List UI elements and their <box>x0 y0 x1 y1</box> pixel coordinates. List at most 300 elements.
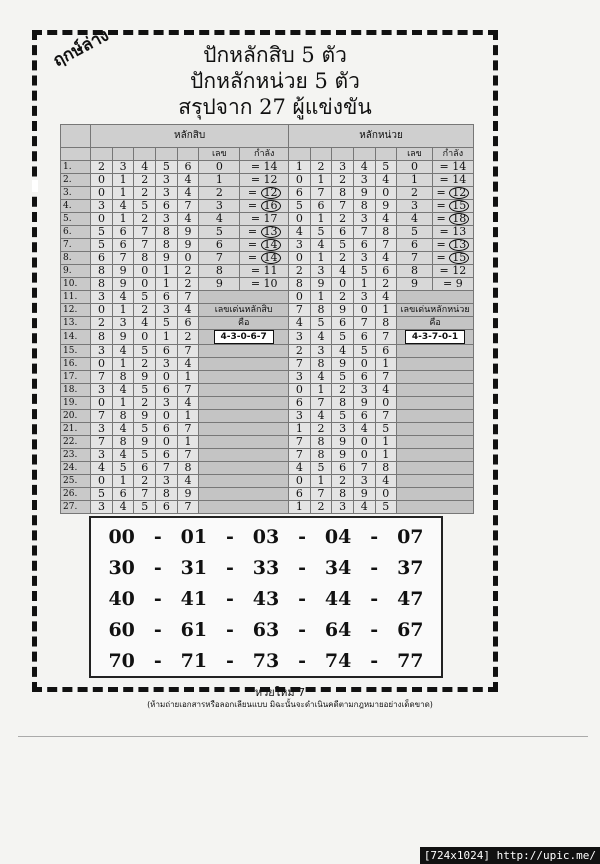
row-index: 8. <box>61 252 91 265</box>
units-digit: 8 <box>310 449 332 462</box>
tens-power-number: 5 <box>199 226 240 239</box>
tens-blank-cell <box>199 345 289 358</box>
tens-digit: 1 <box>177 410 199 423</box>
units-digit: 7 <box>353 226 375 239</box>
tens-digit: 7 <box>91 436 113 449</box>
table-row <box>61 475 474 488</box>
tens-digit: 1 <box>112 187 134 200</box>
units-digit: 8 <box>310 436 332 449</box>
units-digit: 6 <box>332 226 354 239</box>
units-digit: 8 <box>332 488 354 501</box>
units-digit: 1 <box>310 475 332 488</box>
results-row <box>91 552 441 583</box>
units-digit: 2 <box>289 265 311 278</box>
units-digit: 3 <box>332 501 354 514</box>
tens-digit: 3 <box>91 345 113 358</box>
units-digit: 6 <box>375 265 397 278</box>
units-digit: 1 <box>375 358 397 371</box>
tens-power-circled: 14 <box>261 252 281 264</box>
units-power-text: = 14 <box>439 173 467 186</box>
tens-blank-cell <box>199 291 289 304</box>
tens-digit: 5 <box>112 462 134 475</box>
units-digit: 7 <box>289 358 311 371</box>
tens-digit: 6 <box>177 317 199 330</box>
units-digit: 0 <box>375 187 397 200</box>
lead-tens-label: เลขเด่นหลักสิบ <box>199 304 289 317</box>
tens-digit: 1 <box>156 330 178 345</box>
row-index: 21. <box>61 423 91 436</box>
tens-digit: 4 <box>112 449 134 462</box>
tens-digit: 0 <box>177 252 199 265</box>
table-row <box>61 423 474 436</box>
units-digit: 5 <box>375 501 397 514</box>
tens-digit: 3 <box>156 358 178 371</box>
units-digit: 7 <box>310 187 332 200</box>
tens-digit: 4 <box>112 200 134 213</box>
units-digit: 6 <box>353 330 375 345</box>
result-number: 64 <box>324 618 352 641</box>
table-row <box>61 161 474 174</box>
units-digit: 8 <box>310 358 332 371</box>
units-digit: 0 <box>289 252 311 265</box>
units-digit: 6 <box>353 410 375 423</box>
tens-digit: 2 <box>177 330 199 345</box>
units-digit: 6 <box>332 462 354 475</box>
tens-blank-cell <box>199 462 289 475</box>
table-row <box>61 488 474 501</box>
units-digit: 4 <box>375 252 397 265</box>
row-index: 11. <box>61 291 91 304</box>
units-power-number: 9 <box>397 278 433 291</box>
tens-blank-cell <box>199 410 289 423</box>
tens-blank-cell <box>199 358 289 371</box>
units-digit: 8 <box>310 304 332 317</box>
tens-digit: 1 <box>112 475 134 488</box>
units-digit: 9 <box>353 488 375 501</box>
result-number: 01 <box>180 525 208 548</box>
page-footer: หวยใหม่ 7 <box>254 686 306 699</box>
tens-power-circled: 16 <box>261 200 281 212</box>
units-digit: 0 <box>289 475 311 488</box>
tens-digit: 0 <box>156 371 178 384</box>
units-digit: 4 <box>375 174 397 187</box>
units-digit: 2 <box>332 475 354 488</box>
tens-power-number: 6 <box>199 239 240 252</box>
row-index: 3. <box>61 187 91 200</box>
tens-power-number: 3 <box>199 200 240 213</box>
tens-blank-cell <box>199 449 289 462</box>
row-index: 7. <box>61 239 91 252</box>
units-power-text: = 14 <box>439 160 467 173</box>
tens-digit: 8 <box>134 252 156 265</box>
table-row <box>61 449 474 462</box>
tens-digit: 2 <box>91 161 113 174</box>
tens-power-value <box>240 174 289 187</box>
table-row <box>61 239 474 252</box>
row-index: 16. <box>61 358 91 371</box>
tens-power-number: 2 <box>199 187 240 200</box>
units-blank-cell <box>397 423 474 436</box>
result-number: 00 <box>108 525 135 548</box>
tens-digit: 0 <box>156 410 178 423</box>
tens-power-value <box>240 265 289 278</box>
lead-units-kue: คือ <box>397 317 474 330</box>
units-digit: 7 <box>353 462 375 475</box>
units-digit: 5 <box>310 462 332 475</box>
tens-digit-header-blank <box>112 148 134 161</box>
tens-power-text: = 17 <box>250 212 278 225</box>
units-digit: 3 <box>353 475 375 488</box>
results-row <box>91 614 441 645</box>
tens-header: หลักสิบ <box>91 125 289 148</box>
table-row <box>61 174 474 187</box>
units-blank-cell <box>397 384 474 397</box>
units-digit: 2 <box>310 423 332 436</box>
title-line-3: สรุปจาก 27 ผู้แข่งขัน <box>178 95 372 119</box>
tens-digit: 2 <box>91 317 113 330</box>
units-digit: 0 <box>289 291 311 304</box>
units-blank-cell <box>397 345 474 358</box>
tens-power-header: กำลัง <box>240 148 289 161</box>
units-power-number: 4 <box>397 213 433 226</box>
units-digit-header-blank <box>375 148 397 161</box>
units-digit: 2 <box>332 213 354 226</box>
tens-digit: 9 <box>134 371 156 384</box>
units-digit: 7 <box>375 330 397 345</box>
tens-digit: 6 <box>156 345 178 358</box>
units-digit-header-blank <box>289 148 311 161</box>
row-index: 26. <box>61 488 91 501</box>
units-digit: 8 <box>332 397 354 410</box>
tens-digit: 7 <box>177 501 199 514</box>
units-power-circled: 15 <box>449 252 469 264</box>
units-power-text: = 12 <box>439 264 467 277</box>
tens-blank-cell <box>199 371 289 384</box>
units-digit: 8 <box>375 317 397 330</box>
result-separator: - <box>225 649 234 672</box>
units-digit: 6 <box>353 239 375 252</box>
tens-digit: 5 <box>91 239 113 252</box>
units-digit: 6 <box>289 488 311 501</box>
units-digit-header-blank <box>353 148 375 161</box>
units-digit: 4 <box>353 423 375 436</box>
tens-digit: 6 <box>134 462 156 475</box>
tens-digit: 3 <box>91 423 113 436</box>
units-digit: 0 <box>289 384 311 397</box>
result-separator: - <box>370 587 379 610</box>
tens-digit: 9 <box>177 226 199 239</box>
units-power-value: = 13 <box>432 239 473 252</box>
units-power-number: 1 <box>397 174 433 187</box>
tens-digit: 3 <box>91 384 113 397</box>
tens-digit: 9 <box>177 488 199 501</box>
tens-power-value: = 12 <box>240 187 289 200</box>
units-digit: 7 <box>375 239 397 252</box>
units-digit: 7 <box>353 317 375 330</box>
row-index: 1. <box>61 161 91 174</box>
units-digit: 5 <box>375 423 397 436</box>
units-power-number: 8 <box>397 265 433 278</box>
result-separator: - <box>298 556 307 579</box>
tens-digit: 8 <box>91 278 113 291</box>
tens-digit: 8 <box>91 330 113 345</box>
tens-digit: 9 <box>112 330 134 345</box>
units-digit: 3 <box>332 161 354 174</box>
tens-digit: 5 <box>134 200 156 213</box>
table-row <box>61 410 474 423</box>
units-digit: 9 <box>310 278 332 291</box>
tens-digit: 1 <box>112 397 134 410</box>
units-digit: 8 <box>375 226 397 239</box>
units-digit: 3 <box>289 410 311 423</box>
result-separator: - <box>370 556 379 579</box>
units-digit: 7 <box>289 304 311 317</box>
tens-digit: 7 <box>91 410 113 423</box>
result-separator: - <box>225 587 234 610</box>
tens-power-value <box>240 213 289 226</box>
tens-digit: 0 <box>91 174 113 187</box>
tens-digit: 9 <box>156 252 178 265</box>
units-digit: 4 <box>332 345 354 358</box>
tens-power-value <box>240 161 289 174</box>
units-digit: 7 <box>310 488 332 501</box>
tens-digit: 3 <box>156 187 178 200</box>
tens-power-text: = 14 <box>250 160 278 173</box>
result-separator: - <box>298 618 307 641</box>
tens-digit: 9 <box>134 410 156 423</box>
tens-digit: 6 <box>177 161 199 174</box>
result-separator: - <box>153 649 162 672</box>
units-digit-header-blank <box>332 148 354 161</box>
units-digit: 3 <box>310 345 332 358</box>
tens-digit: 7 <box>134 239 156 252</box>
units-digit: 6 <box>289 187 311 200</box>
result-number: 31 <box>180 556 208 579</box>
units-digit: 0 <box>353 436 375 449</box>
tens-digit: 1 <box>177 371 199 384</box>
units-digit: 1 <box>375 304 397 317</box>
tens-digit: 7 <box>177 449 199 462</box>
units-digit: 4 <box>310 239 332 252</box>
tens-digit: 2 <box>134 358 156 371</box>
tens-digit: 5 <box>156 317 178 330</box>
units-header: หลักหน่วย <box>289 125 474 148</box>
units-power-number: 0 <box>397 161 433 174</box>
tens-digit: 4 <box>177 187 199 200</box>
tens-digit: 5 <box>134 345 156 358</box>
tens-digit: 2 <box>177 278 199 291</box>
result-separator: - <box>225 525 234 548</box>
result-separator: - <box>370 618 379 641</box>
units-digit: 5 <box>310 226 332 239</box>
units-digit: 0 <box>353 304 375 317</box>
row-index: 17. <box>61 371 91 384</box>
row-index: 5. <box>61 213 91 226</box>
units-digit: 9 <box>332 449 354 462</box>
tens-digit: 5 <box>91 488 113 501</box>
tens-digit: 4 <box>112 501 134 514</box>
tens-digit: 7 <box>91 371 113 384</box>
units-blank-cell <box>397 501 474 514</box>
tens-digit: 0 <box>91 304 113 317</box>
result-number: 40 <box>108 587 135 610</box>
results-box <box>89 516 443 678</box>
row-index: 12. <box>61 304 91 317</box>
units-digit: 1 <box>310 384 332 397</box>
units-digit: 0 <box>353 358 375 371</box>
units-digit: 4 <box>353 501 375 514</box>
units-digit: 4 <box>375 475 397 488</box>
units-power-value: = 18 <box>432 213 473 226</box>
units-digit: 5 <box>375 161 397 174</box>
tens-digit: 0 <box>156 436 178 449</box>
table-row <box>61 384 474 397</box>
tens-power-number: 4 <box>199 213 240 226</box>
tens-digit: 4 <box>177 475 199 488</box>
tens-digit: 7 <box>177 423 199 436</box>
result-number: 67 <box>397 618 424 641</box>
table-row <box>61 291 474 304</box>
units-digit: 4 <box>375 384 397 397</box>
units-digit: 2 <box>332 384 354 397</box>
tens-digit: 0 <box>91 358 113 371</box>
table-row <box>61 371 474 384</box>
units-digit: 9 <box>332 304 354 317</box>
table-row <box>61 187 474 200</box>
units-digit: 6 <box>289 397 311 410</box>
units-power-number: 5 <box>397 226 433 239</box>
lead-units-label: เลขเด่นหลักหน่วย <box>397 304 474 317</box>
result-number: 74 <box>324 649 352 672</box>
lead-units-value: 4-3-7-0-1 <box>405 330 465 344</box>
tens-digit: 6 <box>156 384 178 397</box>
tens-digit: 4 <box>177 174 199 187</box>
tens-power-number: 7 <box>199 252 240 265</box>
result-separator: - <box>153 556 162 579</box>
lottery-table <box>60 124 474 514</box>
tens-digit: 7 <box>134 488 156 501</box>
tens-num-header: เลข <box>199 148 240 161</box>
tens-digit: 6 <box>91 252 113 265</box>
row-index: 13. <box>61 317 91 330</box>
tens-power-circled: 12 <box>261 187 281 199</box>
units-digit: 8 <box>289 278 311 291</box>
units-blank-cell <box>397 462 474 475</box>
units-digit: 4 <box>375 291 397 304</box>
tens-digit: 4 <box>112 423 134 436</box>
tens-digit: 9 <box>112 265 134 278</box>
tens-digit: 3 <box>91 291 113 304</box>
tens-digit: 6 <box>156 449 178 462</box>
units-digit: 7 <box>375 410 397 423</box>
units-digit: 1 <box>310 174 332 187</box>
tens-digit: 0 <box>91 475 113 488</box>
units-power-circled: 12 <box>449 187 469 199</box>
tens-digit: 2 <box>134 304 156 317</box>
units-digit: 1 <box>289 423 311 436</box>
units-digit: 3 <box>353 252 375 265</box>
title-line-2: ปักหลักหน่วย 5 ตัว <box>190 69 360 93</box>
units-blank-cell <box>397 449 474 462</box>
units-digit: 3 <box>289 330 311 345</box>
tens-digit: 6 <box>156 423 178 436</box>
table-row <box>61 501 474 514</box>
units-power-text: = 9 <box>443 277 463 290</box>
units-digit: 6 <box>310 200 332 213</box>
units-digit: 5 <box>332 410 354 423</box>
tens-digit: 5 <box>134 449 156 462</box>
units-digit: 8 <box>375 462 397 475</box>
units-digit: 8 <box>353 200 375 213</box>
tens-power-value: = 14 <box>240 239 289 252</box>
units-digit: 4 <box>332 265 354 278</box>
stamp-label: ฤกษ์ล่าง <box>49 25 113 72</box>
table-row <box>61 278 474 291</box>
units-digit: 2 <box>332 174 354 187</box>
row-index: 6. <box>61 226 91 239</box>
result-number: 37 <box>397 556 424 579</box>
tens-digit: 3 <box>112 317 134 330</box>
copyright-note: (ห้ามถ่ายเอกสารหรือลอกเลียนแบบ มิฉะนั้นจะดำเนินคดีตามกฎหมายอย่างเด็ดขาด) <box>147 700 433 709</box>
tens-power-value: = 14 <box>240 252 289 265</box>
units-digit: 3 <box>353 213 375 226</box>
row-index: 9. <box>61 265 91 278</box>
result-number: 61 <box>180 618 208 641</box>
tens-digit: 5 <box>134 291 156 304</box>
table-row <box>61 252 474 265</box>
tens-digit: 1 <box>156 265 178 278</box>
tens-digit: 2 <box>134 213 156 226</box>
tens-digit: 9 <box>177 239 199 252</box>
units-digit: 1 <box>375 449 397 462</box>
tens-digit: 4 <box>177 397 199 410</box>
tens-digit: 3 <box>156 397 178 410</box>
table-row <box>61 358 474 371</box>
tens-digit: 3 <box>156 475 178 488</box>
units-digit: 1 <box>353 278 375 291</box>
tens-power-value <box>240 278 289 291</box>
units-digit: 4 <box>310 330 332 345</box>
result-number: 07 <box>397 525 424 548</box>
tens-digit: 6 <box>156 501 178 514</box>
units-digit: 0 <box>375 488 397 501</box>
units-digit: 2 <box>289 345 311 358</box>
tens-digit: 9 <box>134 436 156 449</box>
table-row <box>61 462 474 475</box>
lead-tens-cell <box>199 330 289 345</box>
tens-power-value: = 16 <box>240 200 289 213</box>
units-blank-cell <box>397 436 474 449</box>
units-power-value: = 15 <box>432 200 473 213</box>
tens-digit: 7 <box>177 345 199 358</box>
table-row <box>61 226 474 239</box>
units-digit: 4 <box>310 371 332 384</box>
tens-digit: 8 <box>91 265 113 278</box>
tens-digit: 5 <box>134 384 156 397</box>
units-digit: 1 <box>289 161 311 174</box>
units-digit: 5 <box>353 345 375 358</box>
tens-digit: 4 <box>91 462 113 475</box>
units-digit: 5 <box>310 317 332 330</box>
units-digit: 5 <box>332 371 354 384</box>
tens-digit: 1 <box>156 278 178 291</box>
units-blank-cell <box>397 358 474 371</box>
row-index: 14. <box>61 330 91 345</box>
tens-digit: 6 <box>112 239 134 252</box>
units-digit: 7 <box>332 200 354 213</box>
units-digit: 4 <box>289 317 311 330</box>
units-blank-cell <box>397 475 474 488</box>
